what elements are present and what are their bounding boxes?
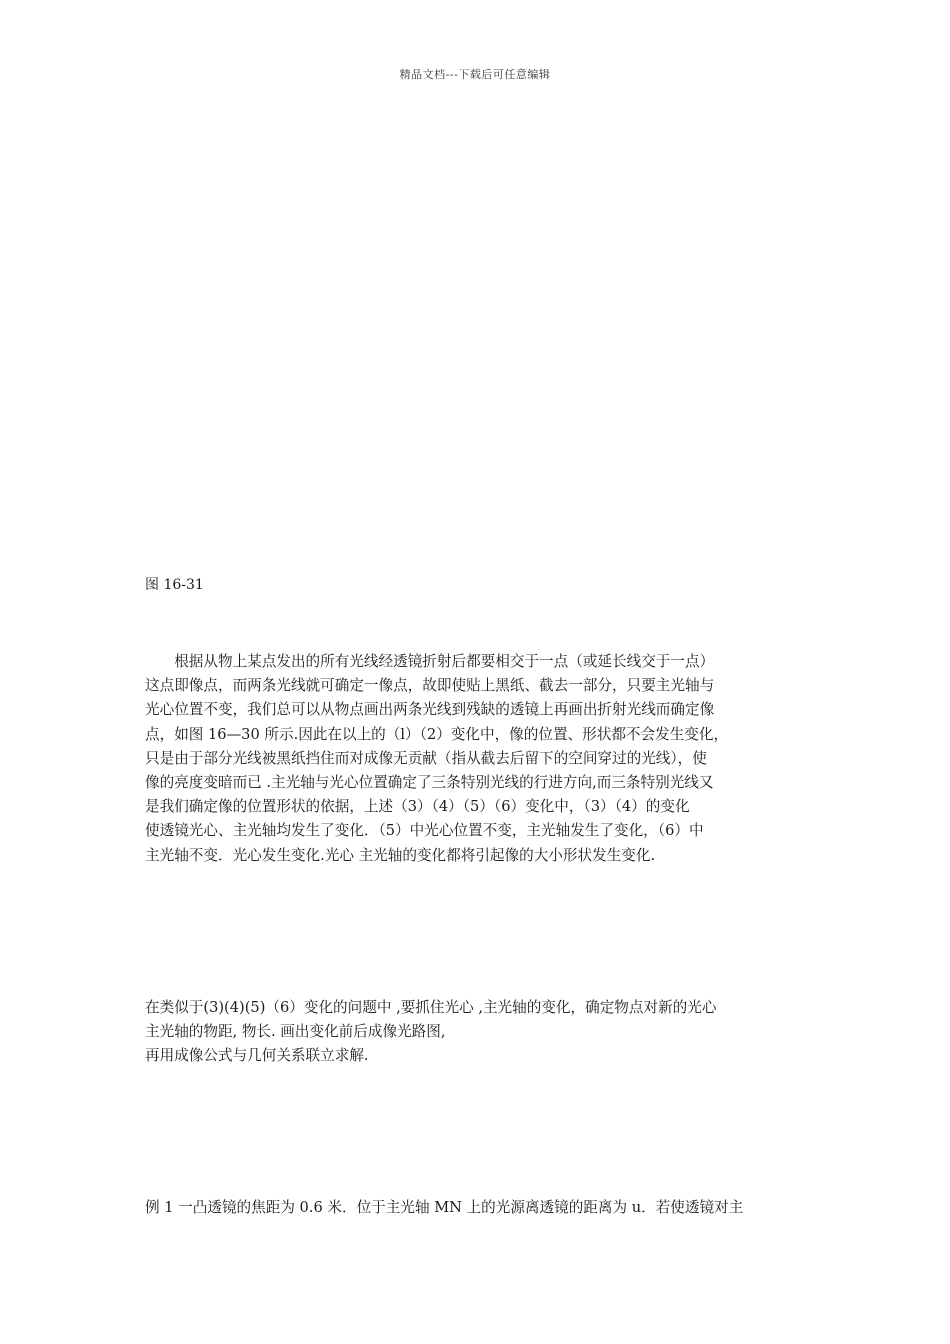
- figure-placeholder: [145, 100, 805, 560]
- paragraph-line: 根据从物上某点发出的所有光线经透镜折射后都要相交于一点（或延长线交于一点）: [174, 653, 715, 670]
- paragraph-line: 点，如图 16—30 所示.因此在以上的（l）（2）变化中，像的位置、形状都不会发生变化，: [145, 725, 729, 743]
- figure-caption: 图 16-31: [145, 577, 204, 593]
- paragraph-line: 这点即像点，而两条光线就可确定一像点，故即使贴上黑纸、截去一部分，只要主光轴与: [145, 677, 715, 695]
- paragraph-line: 主光轴的物距, 物长. 画出变化前后成像光路图,: [145, 1023, 446, 1041]
- paragraph-line: 主光轴不变．光心发生变化.光心 主光轴的变化都将引起像的大小形状发生变化.: [145, 846, 656, 864]
- paragraph-line: 使透镜光心、主光轴均发生了变化．（5）中光心位置不变，主光轴发生了变化，（6）中: [145, 822, 704, 840]
- paragraph-line: 光心位置不变，我们总可以从物点画出两条光线到残缺的透镜上再画出折射光线而确定像: [145, 701, 715, 719]
- paragraph-line: 再用成像公式与几何关系联立求解.: [145, 1047, 369, 1065]
- paragraph-line: 只是由于部分光线被黑纸挡住而对成像无贡献（指从截去后留下的空间穿过的光线），使: [145, 749, 707, 767]
- paragraph-line: 在类似于(3)(4)(5)（6）变化的问题中 ,要抓住光心 ,主光轴的变化，确定物点对新的光心: [145, 999, 717, 1016]
- paragraph-line: 像的亮度变暗而已 .主光轴与光心位置确定了三条特别光线的行进方向,而三条特别光线又: [145, 774, 714, 792]
- paragraph-example: [145, 1196, 807, 1220]
- paragraph-explanation: [145, 650, 807, 868]
- paragraph-line: 是我们确定像的位置形状的依据，上述（3）（4）（5）（6）变化中，（3）（4）的变化: [145, 798, 690, 816]
- paragraph-line: 例 1 一凸透镜的焦距为 0.6 米．位于主光轴 MN 上的光源离透镜的距离为 u．若使透镜对主: [145, 1199, 744, 1216]
- paragraph-method: [145, 996, 807, 1069]
- page-header: 精品文档---下载后可任意编辑: [399, 68, 551, 81]
